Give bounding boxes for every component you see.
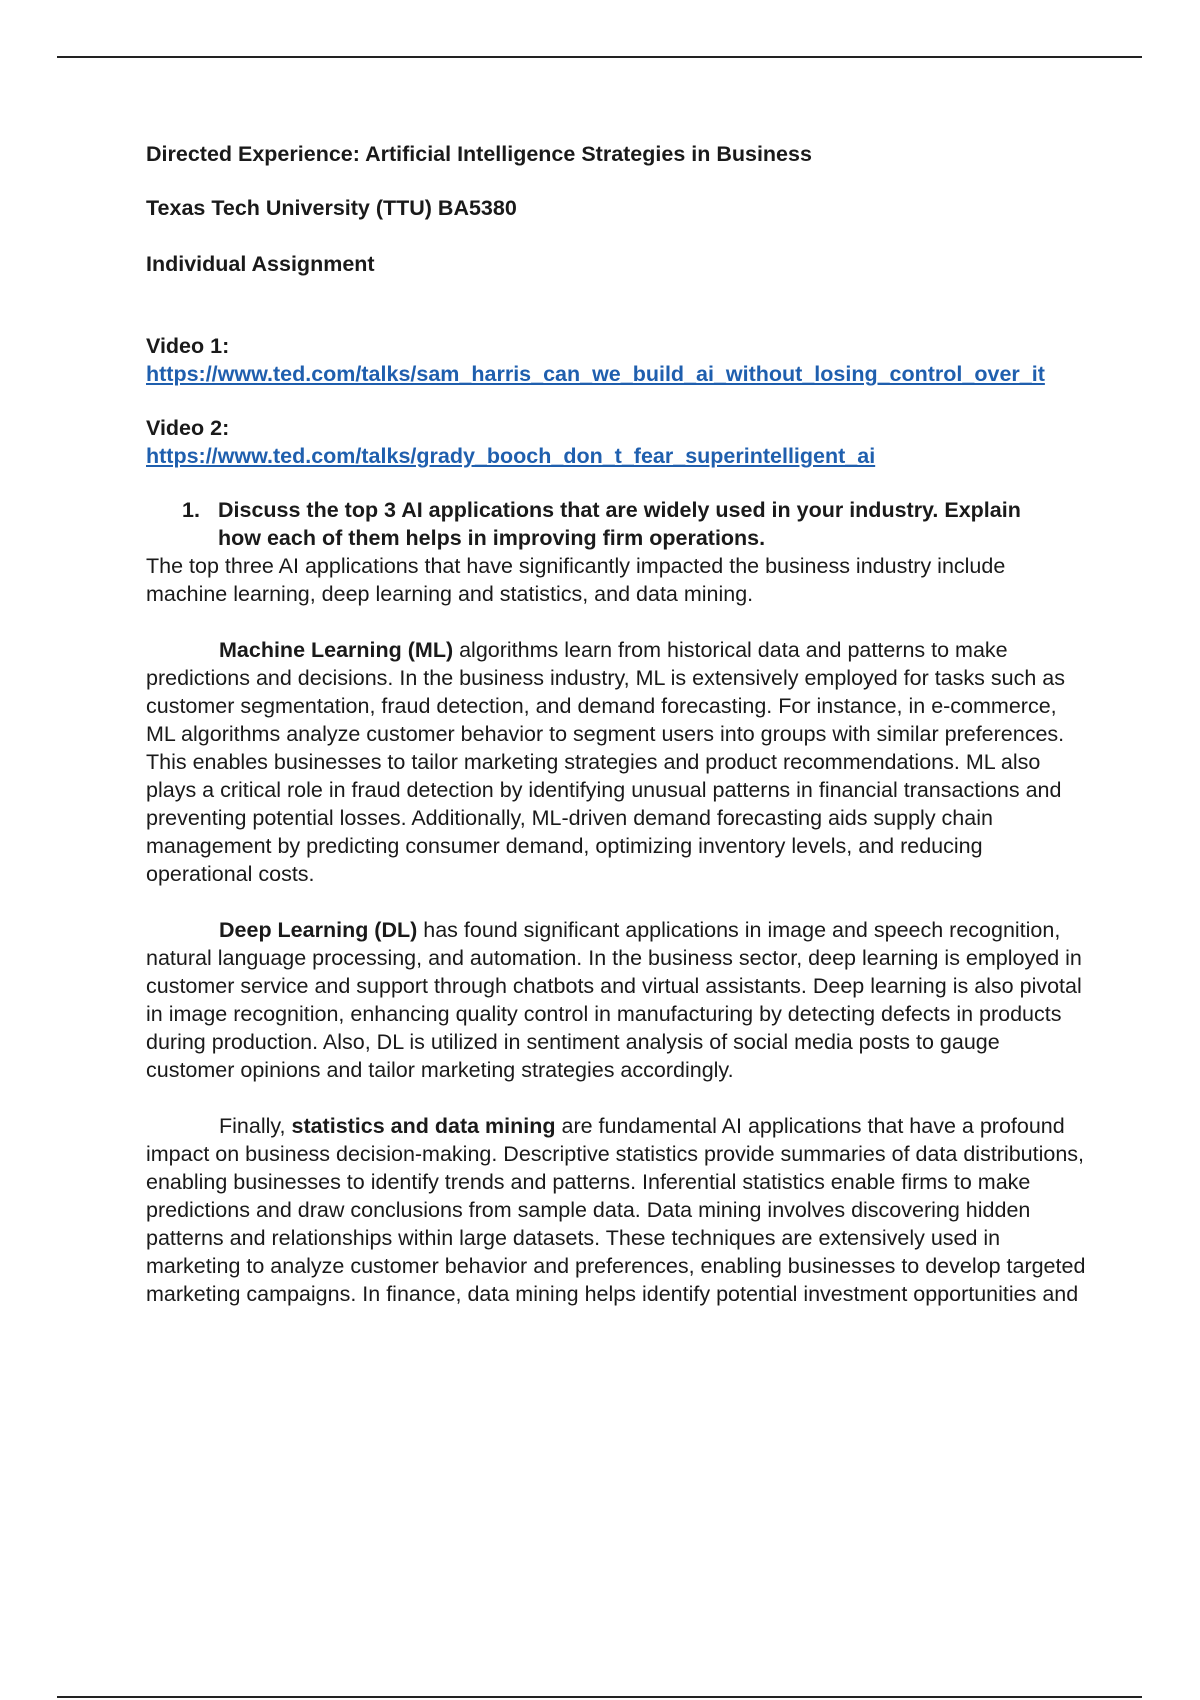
- video-2-label: Video 2:: [146, 416, 230, 440]
- ml-term: Machine Learning (ML): [219, 638, 454, 662]
- stats-lead: Finally,: [219, 1114, 292, 1138]
- bottom-rule: [57, 1696, 1142, 1698]
- course-name: Texas Tech University (TTU) BA5380: [146, 196, 517, 220]
- video-2-link[interactable]: https://www.ted.com/talks/grady_booch_don_t_fear_superintelligent_ai: [146, 444, 876, 468]
- question-1: [146, 496, 1086, 552]
- video-1-link[interactable]: https://www.ted.com/talks/sam_harris_can_we_build_ai_without_losing_control_over_it: [146, 362, 1045, 386]
- dl-term: Deep Learning (DL): [219, 918, 418, 942]
- top-rule: [57, 56, 1142, 58]
- dl-paragraph: [146, 916, 1086, 1084]
- question-number: 1.: [182, 498, 200, 522]
- video-1-label: Video 1:: [146, 334, 230, 358]
- video-1-block: [146, 332, 1086, 388]
- document-title: Directed Experience: Artificial Intelligence Strategies in Business: [146, 142, 812, 166]
- stats-term: statistics and data mining: [291, 1114, 556, 1138]
- stats-paragraph: [146, 1112, 1086, 1308]
- ml-paragraph: [146, 636, 1086, 888]
- intro-paragraph: The top three AI applications that have significantly impacted the business industry include machine learning, deep learning and statistics, and data mining.: [146, 554, 1006, 606]
- assignment-type: Individual Assignment: [146, 252, 375, 276]
- ml-text: algorithms learn from historical data and patterns to make predictions and decisions. In the business industry, ML is extensively employed for tasks such as customer segmentation, fraud detection, and demand forecasting. For instance, in e-commerce, ML algorithms analyze customer behavior to segment users into groups with similar preferences. This enables businesses to tailor marketing strategies and product recommendations. ML also plays a critical role in fraud detection by identifying unusual patterns in financial transactions and preventing potential losses. Additionally, ML-driven demand forecasting aids supply chain management by predicting consumer demand, optimizing inventory levels, and reducing operational costs.: [146, 638, 1065, 886]
- dl-text: has found significant applications in image and speech recognition, natural language processing, and automation. In the business sector, deep learning is employed in customer service and support through chatbots and virtual assistants. Deep learning is also pivotal in image recognition, enhancing quality control in manufacturing by detecting defects in products during production. Also, DL is utilized in sentiment analysis of social media posts to gauge customer opinions and tailor marketing strategies accordingly.: [146, 918, 1082, 1082]
- video-2-block: [146, 414, 1086, 470]
- document-body: [146, 140, 1086, 1308]
- stats-text: are fundamental AI applications that have a profound impact on business decision-making. Descriptive statistics provide summaries of data distributions, enabling businesses to identify trends and patterns. Inferential statistics enable firms to make predictions and draw conclusions from sample data. Data mining involves discovering hidden patterns and relationships within large datasets. These techniques are extensively used in marketing to analyze customer behavior and preferences, enabling businesses to develop targeted marketing campaigns. In finance, data mining helps identify potential investment opportunities and: [146, 1114, 1086, 1306]
- question-text: Discuss the top 3 AI applications that are widely used in your industry. Explain how each of them helps in improving firm operations.: [218, 498, 1021, 550]
